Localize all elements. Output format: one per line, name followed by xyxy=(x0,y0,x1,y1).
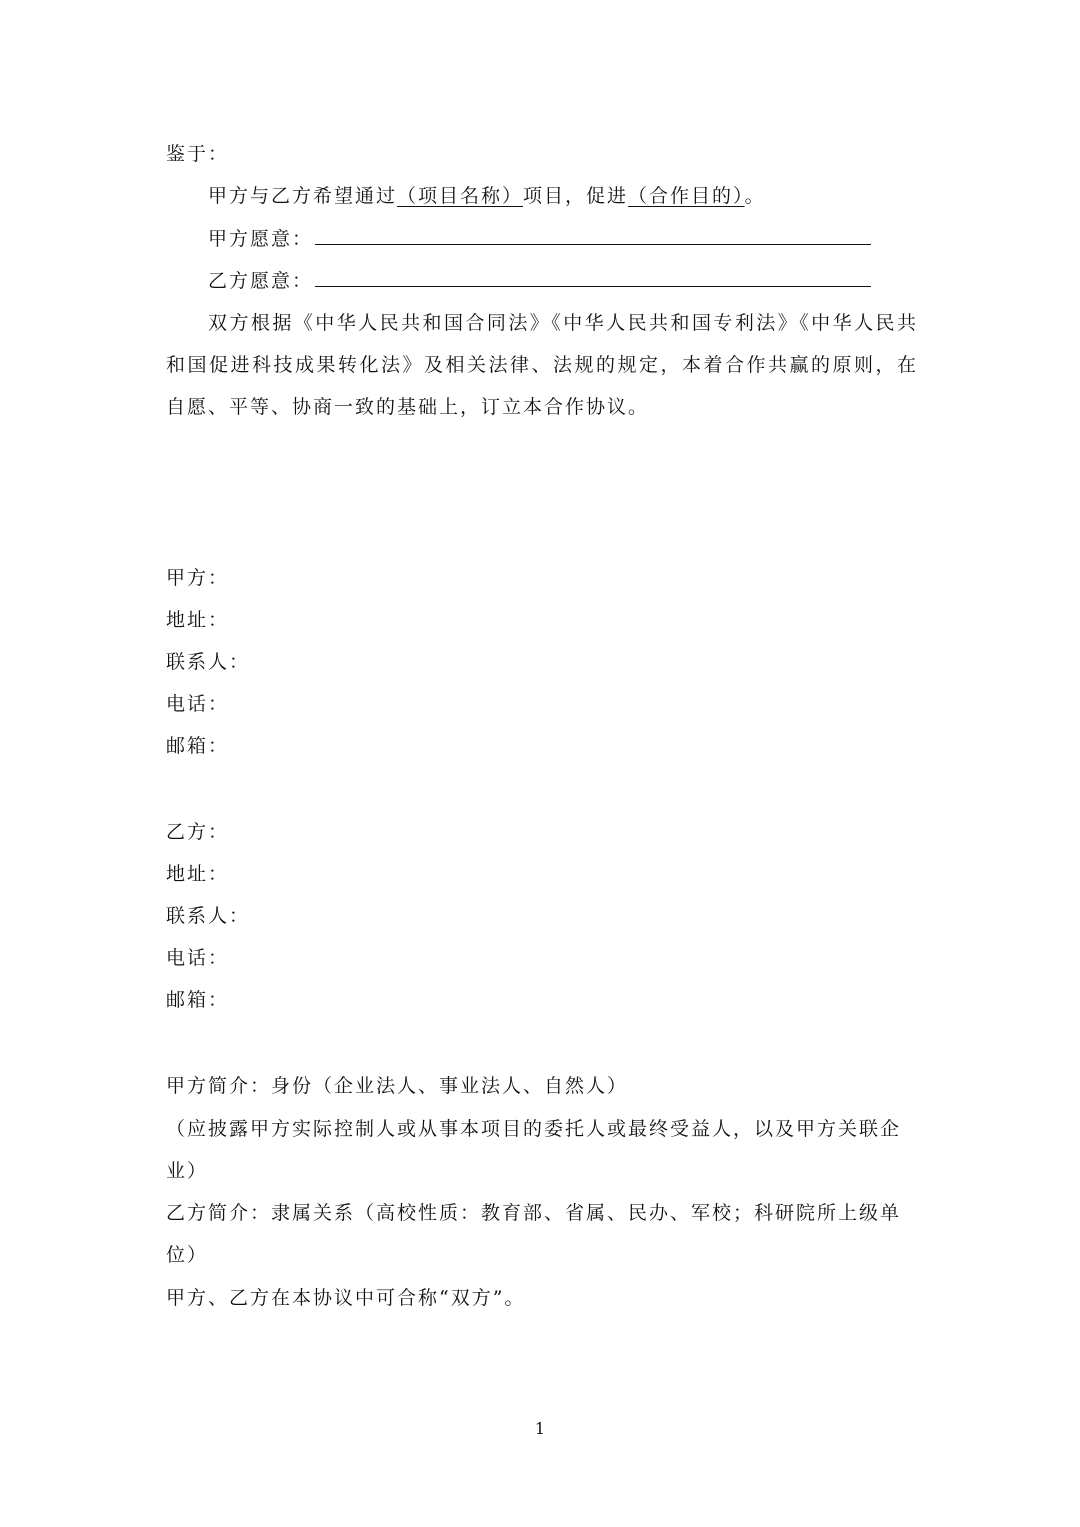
basis-paragraph: 双方根据《中华人民共和国合同法》《中华人民共和国专利法》《中华人民共和国促进科技成果转化法》及相关法律、法规的规定，本着合作共赢的原则，在自愿、平等、协商一致的基础上，订立本合作协议。 xyxy=(166,312,918,418)
party-a-disclosure-note: （应披露甲方实际控制人或从事本项目的委托人或最终受益人，以及甲方关联企业） xyxy=(166,1118,902,1182)
collective-term-sentence: 甲方、乙方在本协议中可合称“双方”。 xyxy=(166,1287,526,1309)
party-a-contact-label: 联系人： xyxy=(166,651,251,673)
party-b-intro: 乙方简介：隶属关系（高校性质：教育部、省属、民办、军校；科研院所上级单位） xyxy=(166,1202,902,1266)
party-a-intro: 甲方简介：身份（企业法人、事业法人、自然人） xyxy=(166,1075,629,1097)
party-b-wish-blank xyxy=(315,268,871,287)
party-b-phone-label: 电话： xyxy=(166,947,230,969)
whereas-heading: 鉴于： xyxy=(166,143,230,165)
party-a-address-label: 地址： xyxy=(166,609,230,631)
party-b-contact-label: 联系人： xyxy=(166,905,251,927)
whereas-line-1-mid: 项目，促进 xyxy=(523,185,629,207)
party-a-name-label: 甲方： xyxy=(166,567,230,589)
party-a-email-label: 邮箱： xyxy=(166,735,230,757)
party-b-wish-line xyxy=(208,268,871,293)
party-a-phone-label: 电话： xyxy=(166,693,230,715)
party-b-email-label: 邮箱： xyxy=(166,989,230,1011)
party-a-wish-blank xyxy=(315,226,871,245)
whereas-line-1-pre: 甲方与乙方希望通过 xyxy=(208,185,398,207)
party-a-wish-label: 甲方愿意： xyxy=(208,228,314,250)
whereas-line-1-post: 。 xyxy=(744,185,766,207)
whereas-line-1 xyxy=(208,184,766,208)
cooperation-purpose-placeholder: （合作目的） xyxy=(628,185,745,207)
project-name-placeholder: （项目名称） xyxy=(397,185,524,207)
party-b-name-label: 乙方： xyxy=(166,821,230,843)
party-a-wish-line xyxy=(208,226,871,251)
party-b-address-label: 地址： xyxy=(166,863,230,885)
party-b-wish-label: 乙方愿意： xyxy=(208,270,314,292)
page-number: 1 xyxy=(534,1419,546,1438)
